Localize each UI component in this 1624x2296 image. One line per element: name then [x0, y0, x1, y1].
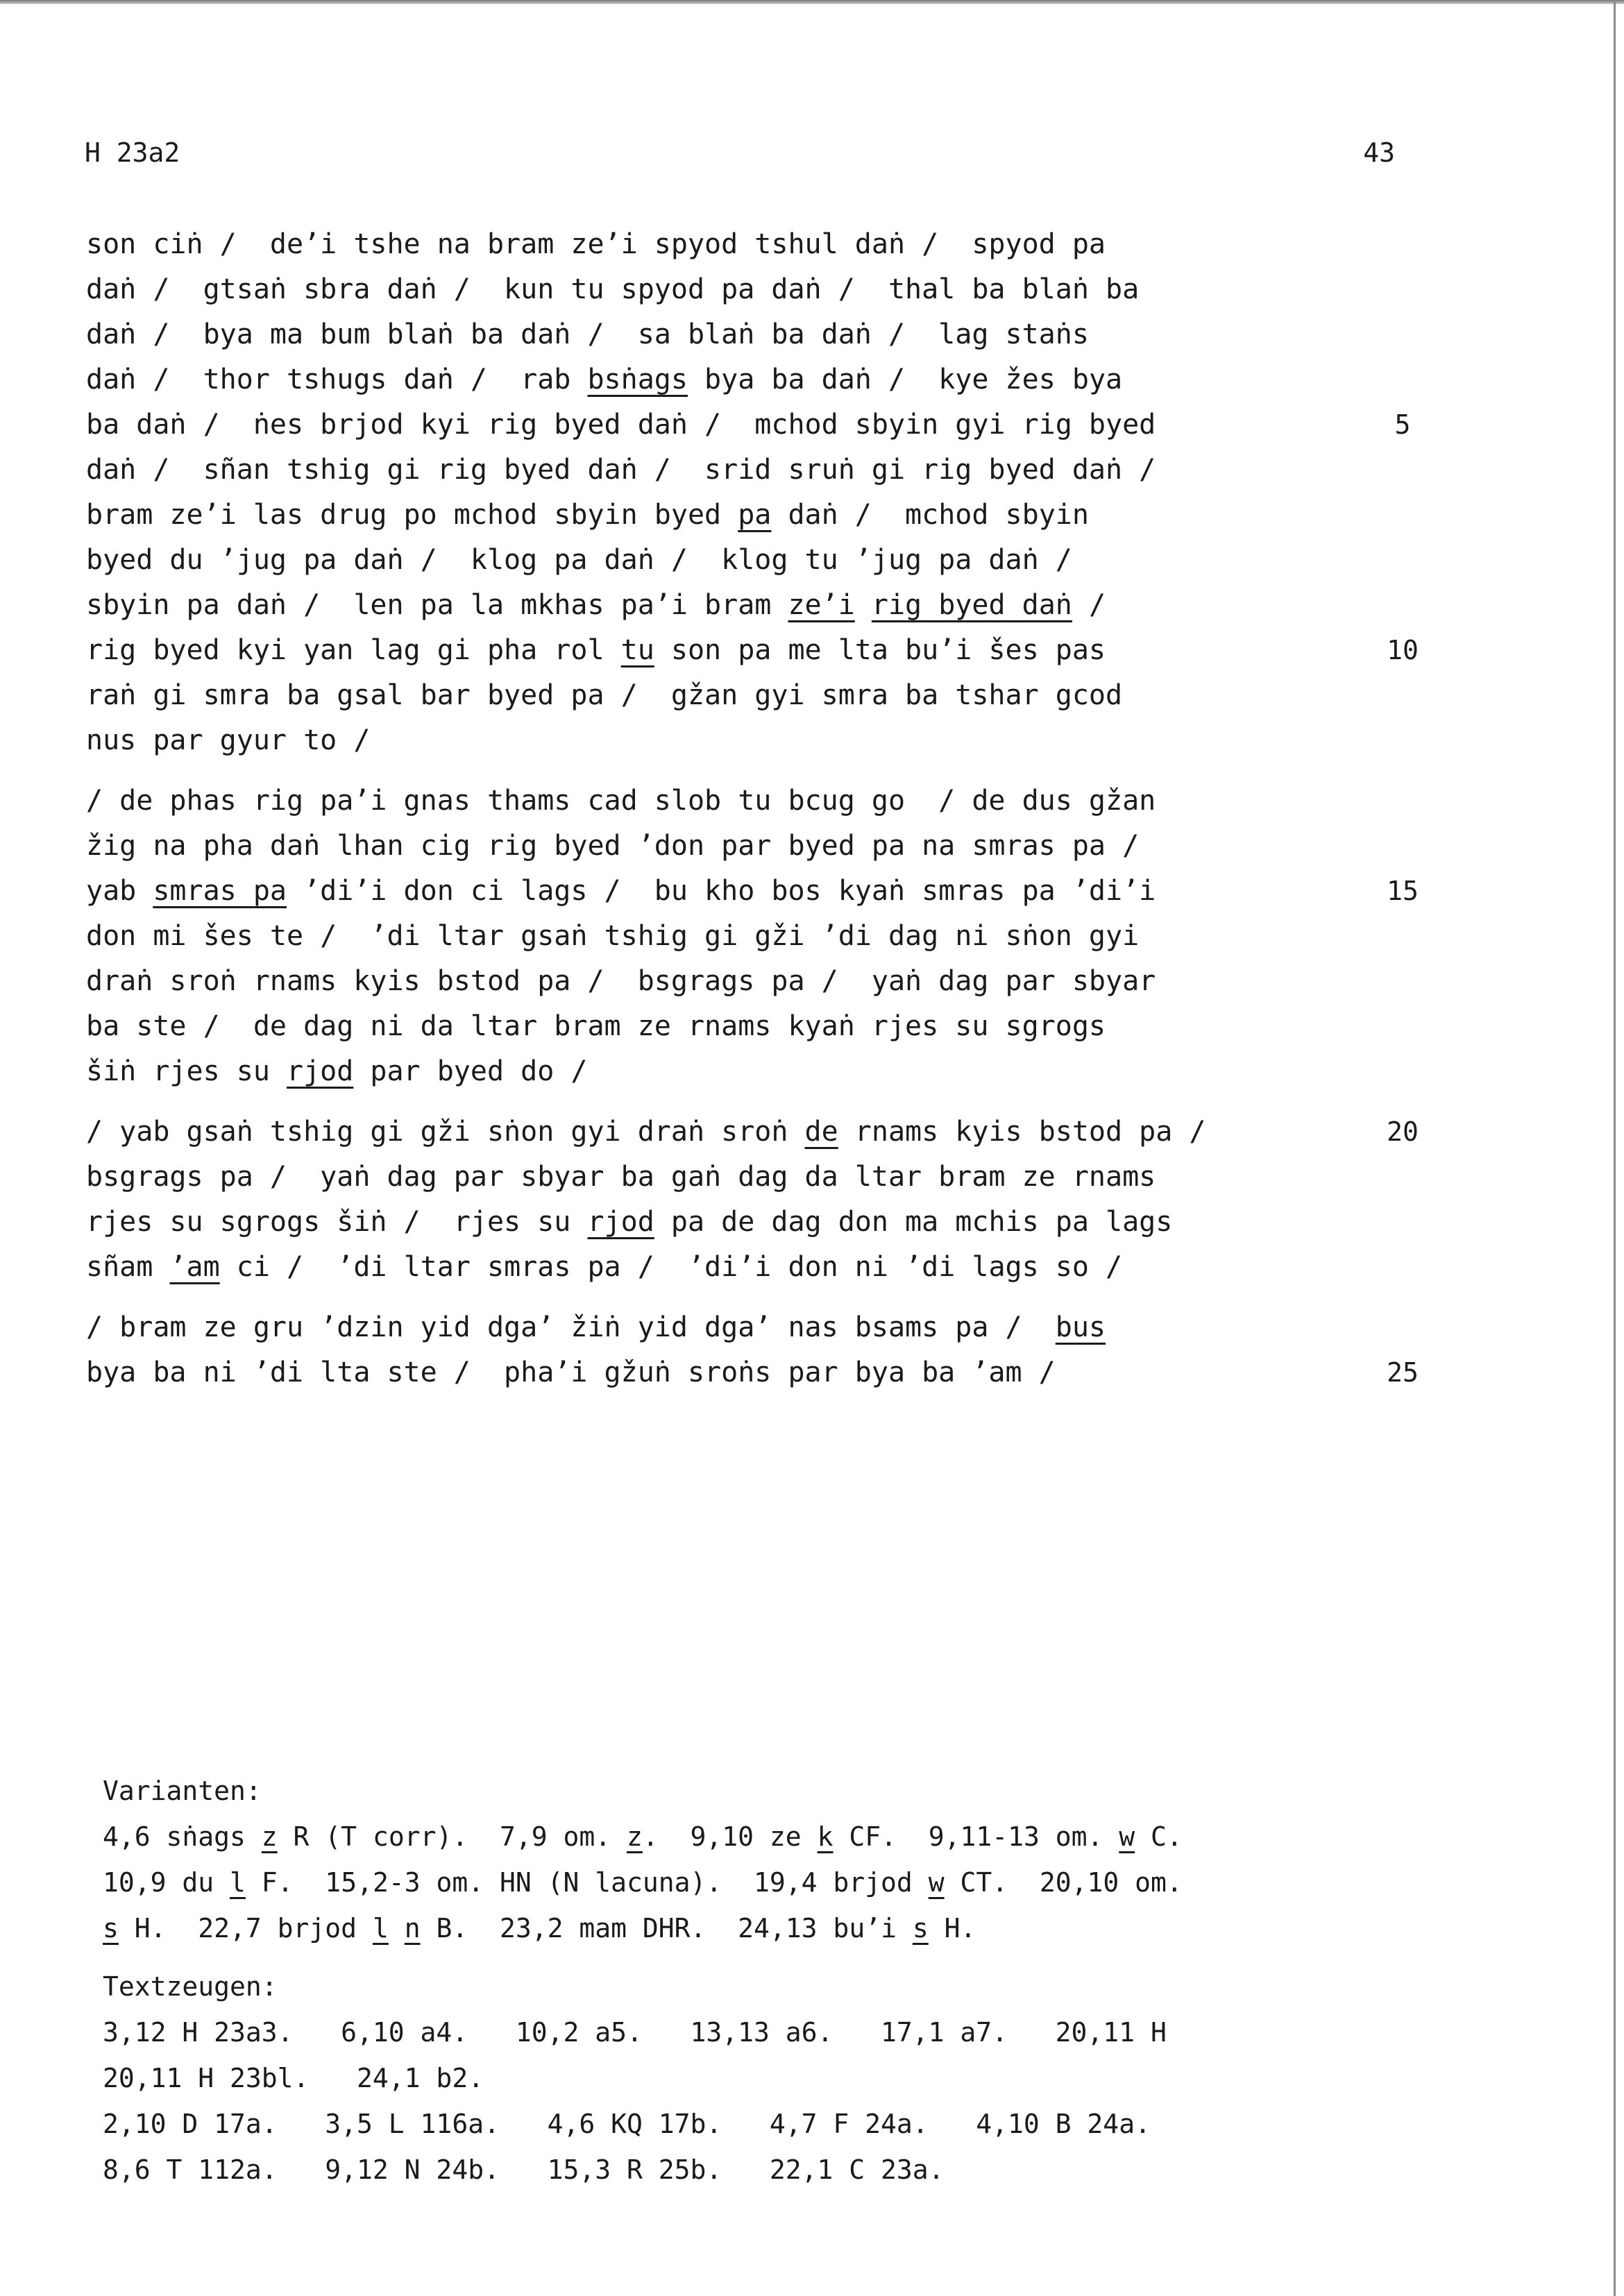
- text-paragraph: [86, 1305, 1419, 1395]
- text-segment: rnams kyis bstod pa /: [838, 1116, 1206, 1148]
- witnesses-list: [103, 2009, 1491, 2193]
- underlined-word: n: [404, 1913, 421, 1944]
- text-line: [86, 1155, 1335, 1200]
- text-line: [86, 1245, 1335, 1290]
- text-segment: ba ste / de dag ni da ltar bram ze rnams kyaṅ rjes su sgrogs: [86, 1010, 1106, 1042]
- variant-line: [103, 1860, 1491, 1905]
- text-line: [86, 222, 1335, 267]
- line-number: 5: [1394, 409, 1411, 440]
- text-line: [86, 1305, 1335, 1350]
- text-segment: šiṅ rjes su: [86, 1055, 287, 1087]
- text-segment: / yab gsaṅ tshig gi gži sṅon gyi draṅ sroṅ: [86, 1116, 805, 1148]
- text-line: [86, 312, 1335, 357]
- underlined-word: de: [804, 1116, 838, 1148]
- text-segment: sñam: [86, 1251, 170, 1283]
- underlined-word: w: [928, 1867, 945, 1898]
- text-segment: pa de dag don ma mchis pa lags: [654, 1206, 1173, 1238]
- text-segment: bsgrags pa / yaṅ dag par sbyar ba gaṅ dag da ltar bram ze rnams: [86, 1161, 1156, 1193]
- text-segment: . 9,10 ze: [642, 1821, 818, 1852]
- variant-line: [103, 1814, 1491, 1860]
- text-segment: daṅ / gtsaṅ sbra daṅ / kun tu spyod pa daṅ / thal ba blaṅ ba: [86, 273, 1140, 305]
- text-segment: sbyin pa daṅ / len pa la mkhas pa’i bram: [86, 589, 788, 621]
- page-right-edge: [1614, 0, 1616, 2296]
- text-line: [86, 628, 1419, 673]
- text-line: [86, 267, 1335, 312]
- text-segment: par byed do /: [353, 1055, 588, 1087]
- underlined-word: bus: [1055, 1311, 1106, 1343]
- text-line: [86, 357, 1335, 402]
- underlined-word: z: [627, 1821, 643, 1852]
- underlined-word: rjod: [286, 1055, 354, 1087]
- text-line: [86, 538, 1335, 583]
- underlined-word: tu: [620, 634, 654, 666]
- text-line: [86, 1109, 1419, 1155]
- underlined-word: k: [817, 1821, 834, 1852]
- text-segment: son ciṅ / de’i tshe na bram ze’i spyod tshul daṅ / spyod pa: [86, 228, 1106, 260]
- text-line: [86, 583, 1335, 628]
- underlined-word: w: [1119, 1821, 1135, 1852]
- witness-line: 8,6 T 112a. 9,12 N 24b. 15,3 R 25b. 22,1 C 23a.: [103, 2154, 945, 2185]
- page-top-edge: [0, 0, 1624, 4]
- underlined-word: ze’i: [788, 589, 855, 621]
- text-segment: ci / ’di ltar smras pa / ’di’i don ni ’di lags so /: [219, 1251, 1123, 1283]
- variants-section: [103, 1768, 1491, 1951]
- underlined-word: bsṅags: [587, 364, 688, 396]
- text-line: [86, 959, 1335, 1004]
- text-segment: don mi šes te / ’di ltar gsaṅ tshig gi gži ’di dag ni sṅon gyi: [86, 920, 1140, 952]
- underlined-word: l: [230, 1867, 246, 1898]
- text-segment: / bram ze gru ’dzin yid dga’ žiṅ yid dga’ nas bsams pa /: [86, 1311, 1056, 1343]
- underlined-word: z: [261, 1821, 278, 1852]
- witness-line: 20,11 H 23bl. 24,1 b2.: [103, 2063, 484, 2093]
- text-segment: H.: [928, 1913, 976, 1944]
- line-number: 25: [1387, 1357, 1419, 1388]
- text-segment: nus par gyur to /: [86, 724, 371, 756]
- text-segment: rjes su sgrogs šiṅ / rjes su: [86, 1206, 588, 1238]
- text-line: [86, 869, 1419, 914]
- text-line: [86, 824, 1335, 869]
- text-line: [86, 718, 1335, 763]
- text-segment: CT. 20,10 om.: [944, 1867, 1183, 1898]
- variants-heading: Varianten:: [103, 1776, 262, 1806]
- text-segment: bram ze’i las drug po mchod sbyin byed: [86, 499, 738, 531]
- page-number: 43: [1363, 137, 1395, 168]
- text-line: [86, 493, 1335, 538]
- text-line: [86, 1350, 1419, 1395]
- text-segment: son pa me lta bu’i šes pas: [654, 634, 1106, 666]
- text-line: [86, 1004, 1335, 1049]
- text-segment: byed du ’jug pa daṅ / klog pa daṅ / klog tu ’jug pa daṅ /: [86, 544, 1072, 576]
- line-number: 15: [1387, 876, 1419, 906]
- line-number: 20: [1387, 1116, 1419, 1147]
- text-segment: /: [1072, 589, 1106, 621]
- text-segment: daṅ / mchod sbyin: [771, 499, 1089, 531]
- text-segment: 4,6 sṅags: [103, 1821, 262, 1852]
- text-segment: daṅ / sñan tshig gi rig byed daṅ / srid sruṅ gi rig byed daṅ /: [86, 454, 1156, 486]
- line-number: 10: [1387, 635, 1419, 665]
- text-segment: žig na pha daṅ lhan cig rig byed ’don par byed pa na smras pa /: [86, 830, 1140, 862]
- text-line: [86, 448, 1335, 493]
- manuscript-reference: H 23a2: [85, 137, 180, 168]
- underlined-word: s: [103, 1913, 119, 1944]
- text-segment: draṅ sroṅ rnams kyis bstod pa / bsgrags pa / yaṅ dag par sbyar: [86, 965, 1156, 997]
- text-segment: [855, 589, 872, 621]
- critical-apparatus: [103, 1768, 1491, 2193]
- text-segment: [389, 1913, 405, 1944]
- witness-line: 2,10 D 17a. 3,5 L 116a. 4,6 KQ 17b. 4,7 F 24a. 4,10 B 24a.: [103, 2109, 1151, 2139]
- text-line: [86, 779, 1335, 824]
- text-segment: ’di’i don ci lags / bu kho bos kyaṅ smras pa ’di’i: [286, 875, 1156, 907]
- text-segment: yab: [86, 875, 153, 907]
- text-line: [86, 1200, 1335, 1245]
- variant-line: [103, 1905, 1491, 1951]
- text-segment: F. 15,2-3 om. HN (N lacuna). 19,4 brjod: [245, 1867, 929, 1898]
- underlined-word: s: [912, 1913, 929, 1944]
- text-segment: rig byed kyi yan lag gi pha rol: [86, 634, 621, 666]
- text-segment: B. 23,2 mam DHR. 24,13 bu’i: [420, 1913, 913, 1944]
- text-paragraph: [86, 1109, 1419, 1290]
- text-line: [86, 673, 1335, 718]
- text-line: [86, 1049, 1335, 1094]
- text-paragraph: [86, 222, 1419, 763]
- text-segment: C.: [1135, 1821, 1183, 1852]
- text-segment: / de phas rig pa’i gnas thams cad slob tu bcug go / de dus gžan: [86, 785, 1156, 817]
- text-segment: ba daṅ / ṅes brjod kyi rig byed daṅ / mchod sbyin gyi rig byed: [86, 409, 1156, 441]
- text-paragraph: [86, 779, 1419, 1094]
- text-line: [86, 402, 1411, 448]
- witness-line: 3,12 H 23a3. 6,10 a4. 10,2 a5. 13,13 a6. 17,1 a7. 20,11 H: [103, 2017, 1167, 2048]
- underlined-word: rig byed daṅ: [871, 589, 1072, 621]
- text-segment: bya ba daṅ / kye žes bya: [687, 364, 1123, 396]
- underlined-word: rjod: [587, 1206, 654, 1238]
- text-segment: daṅ / bya ma bum blaṅ ba daṅ / sa blaṅ ba daṅ / lag staṅs: [86, 318, 1089, 350]
- text-segment: CF. 9,11-13 om.: [833, 1821, 1119, 1852]
- main-text: [86, 222, 1419, 1395]
- text-segment: H. 22,7 brjod: [118, 1913, 373, 1944]
- text-line: [86, 914, 1335, 959]
- text-segment: daṅ / thor tshugs daṅ / rab: [86, 364, 588, 396]
- text-segment: raṅ gi smra ba gsal bar byed pa / gžan gyi smra ba tshar gcod: [86, 679, 1123, 711]
- text-segment: 10,9 du: [103, 1867, 230, 1898]
- text-segment: bya ba ni ’di lta ste / pha’i gžuṅ sroṅs par bya ba ’am /: [86, 1357, 1056, 1388]
- underlined-word: smras pa: [153, 875, 287, 907]
- underlined-word: pa: [738, 499, 772, 531]
- witnesses-section: [103, 1964, 1491, 2193]
- underlined-word: ’am: [169, 1251, 220, 1283]
- text-segment: R (T corr). 7,9 om.: [277, 1821, 627, 1852]
- variants-list: [103, 1814, 1491, 1951]
- witnesses-heading: Textzeugen:: [103, 1971, 278, 2002]
- underlined-word: l: [372, 1913, 389, 1944]
